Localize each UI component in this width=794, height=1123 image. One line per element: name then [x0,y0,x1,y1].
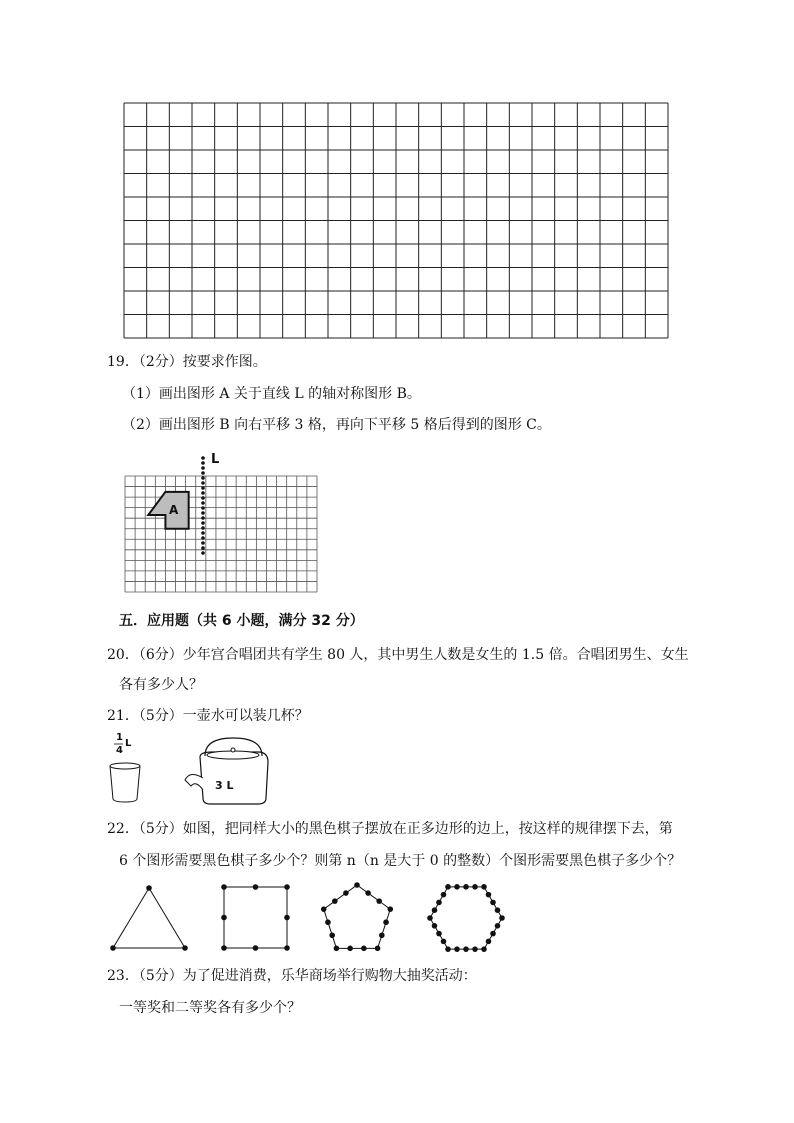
chess-piece-dot [432,923,438,929]
cup-unit: L [125,738,132,749]
chess-piece-dot [376,898,382,904]
section-title: 五．应用题（共 6 小题，满分 32 分） [119,613,364,629]
line-l-dot [201,486,205,490]
chess-piece-dot [441,892,447,898]
line-l-dot [201,541,205,545]
chess-piece-dot [499,915,505,921]
kettle-knob [231,748,235,752]
cup-icon [110,766,140,802]
chess-piece-dot [182,945,188,951]
line-l-dot [201,511,205,515]
chess-piece-dot [495,907,501,913]
square-outline [224,887,287,948]
kettle-spout [185,774,203,790]
line-l-dot [201,466,205,470]
line-l-dot [201,456,205,460]
chess-piece-dot [253,945,259,951]
chess-piece-dot [375,946,381,952]
chess-piece-dot [284,945,290,951]
chess-piece-dot [481,884,487,890]
kettle-label: 3 L [215,779,234,792]
chess-piece-dot [221,945,227,951]
chess-piece-dot [463,884,469,890]
chess-piece-dot [490,900,496,906]
chess-piece-dot [445,946,451,952]
chess-piece-dot [486,892,492,898]
chess-piece-dot [284,915,290,921]
q20-line1: 20．（6分）少年宫合唱团共有学生 80 人，其中男生人数是女生的 1.5 倍。合唱团男生、女生 [107,647,689,663]
q20-line2: 各有多少人？ [119,677,203,693]
chess-piece-dot [221,915,227,921]
chess-piece-dot [432,907,438,913]
chess-piece-dot [463,946,469,952]
chess-piece-dot [347,946,353,952]
line-l-dot [201,496,205,500]
q19-part2: （2）画出图形 B 向右平移 3 格，再向下平移 5 格后得到的图形 C。 [122,417,551,433]
line-l-dot [201,461,205,465]
chess-piece-dot [436,900,442,906]
line-l-dot [201,526,205,530]
line-l-label: L [211,452,220,467]
shape-a-label: A [169,503,179,517]
chess-piece-dot [383,919,389,925]
line-l-dot [201,551,205,555]
q22-line1: 22．（5分）如图，把同样大小的黑色棋子摆放在正多边形的边上，按这样的规律摆下去，第 [107,821,673,837]
chess-piece-dot [481,946,487,952]
chess-piece-dot [486,939,492,945]
chess-piece-dot [221,884,227,890]
q23-line2: 一等奖和二等奖各有多少个？ [119,1000,301,1016]
chess-piece-dot [427,915,433,921]
line-l-dot [201,481,205,485]
chess-piece-dot [354,882,360,888]
chess-piece-dot [110,945,116,951]
chess-piece-dot [325,919,331,925]
q23-line1: 23．（5分）为了促进消费，乐华商场举行购物大抽奖活动： [107,968,477,984]
cup-fraction-numerator: 1 [116,732,123,743]
chess-piece-dot [445,884,451,890]
line-l-dot [201,471,205,475]
kettle-icon [200,752,268,804]
line-l-dot [201,501,205,505]
chess-piece-dot [321,906,327,912]
cup-rim [110,763,140,769]
chess-piece-dot [454,946,460,952]
chess-piece-dot [334,946,340,952]
chess-piece-dot [387,906,393,912]
chess-piece-dot [472,884,478,890]
chess-piece-dot [146,885,152,891]
chess-piece-dot [343,890,349,896]
chess-piece-dot [253,884,259,890]
chess-piece-dot [365,890,371,896]
line-l-dot [201,531,205,535]
chess-piece-dot [361,946,367,952]
line-l-dot [201,536,205,540]
chess-piece-dot [284,884,290,890]
q19-stem: 19．（2分）按要求作图。 [107,354,267,370]
q22-line2: 6 个图形需要黑色棋子多少个？则第 n（n 是大于 0 的整数）个图形需要黑色棋子多少个？ [119,853,682,869]
chess-piece-dot [472,946,478,952]
line-l-dot [201,491,205,495]
q19-part1: （1）画出图形 A 关于直线 L 的轴对称图形 B。 [122,386,421,402]
polygon-outline [324,885,391,948]
triangle-outline [113,888,185,948]
chess-piece-dot [329,932,335,938]
line-l-dot [201,506,205,510]
chess-piece-dot [490,931,496,937]
chess-piece-dot [495,923,501,929]
q21-stem: 21．（5分）一壶水可以装几杯？ [107,708,309,724]
chess-piece-dot [379,932,385,938]
chess-piece-dot [436,931,442,937]
polygon-outline [430,887,502,949]
line-l-dot [201,516,205,520]
line-l-dot [201,476,205,480]
line-l-dot [201,546,205,550]
chess-piece-dot [441,939,447,945]
chess-piece-dot [332,898,338,904]
chess-piece-dot [454,884,460,890]
line-l-dot [201,521,205,525]
cup-fraction-denominator: 4 [116,745,123,756]
